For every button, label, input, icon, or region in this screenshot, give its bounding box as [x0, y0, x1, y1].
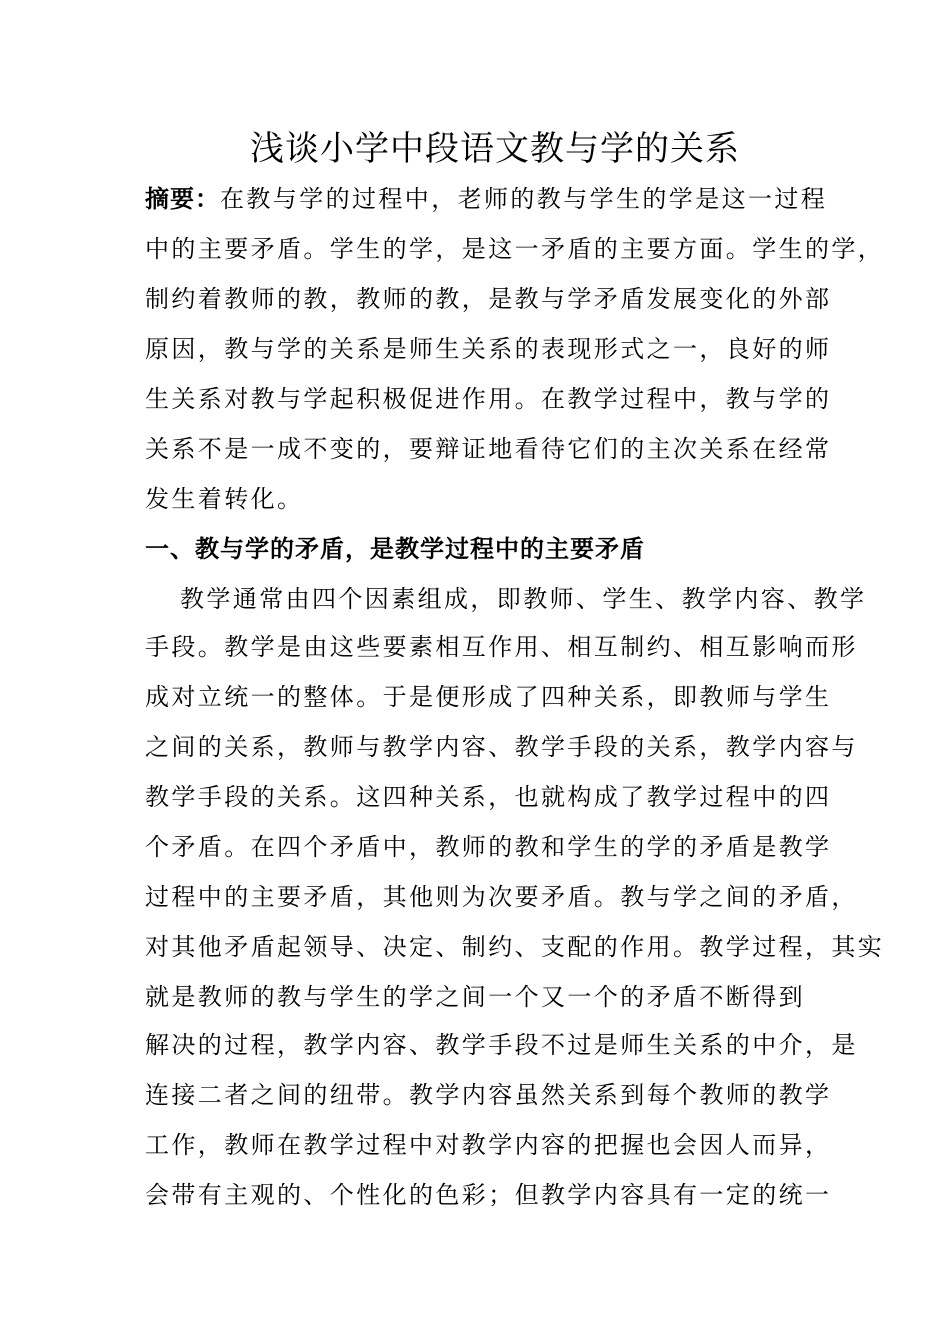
body-line-8: 对其他矛盾起领导、决定、制约、支配的作用。教学过程，其实 — [145, 933, 885, 961]
document-title: 浅谈小学中段语文教与学的关系 — [250, 129, 740, 169]
abstract-line-6: 关系不是一成不变的，要辩证地看待它们的主次关系在经常 — [145, 435, 832, 463]
body-line-11: 连接二者之间的纽带。教学内容虽然关系到每个教师的教学 — [145, 1081, 832, 1109]
abstract-line-2: 中的主要矛盾。学生的学，是这一矛盾的主要方面。学生的学， — [145, 235, 885, 263]
abstract-line-4: 原因，教与学的关系是师生关系的表现形式之一，良好的师 — [145, 335, 832, 363]
abstract-line-5: 生关系对教与学起积极促进作用。在教学过程中，教与学的 — [145, 385, 832, 413]
abstract-label: 摘要： — [145, 185, 220, 213]
abstract-text: 在教与学的过程中，老师的教与学生的学是这一过程 — [220, 185, 828, 213]
body-line-6: 个矛盾。在四个矛盾中，教师的教和学生的学的矛盾是教学 — [145, 833, 832, 861]
body-line-2: 手段。教学是由这些要素相互作用、相互制约、相互影响而形 — [145, 633, 858, 661]
body-line-1: 教学通常由四个因素组成，即教师、学生、教学内容、教学 — [180, 585, 867, 613]
body-line-3: 成对立统一的整体。于是便形成了四种关系，即教师与学生 — [145, 683, 832, 711]
section-heading: 一、教与学的矛盾，是教学过程中的主要矛盾 — [145, 535, 645, 563]
body-line-9: 就是教师的教与学生的学之间一个又一个的矛盾不断得到 — [145, 983, 805, 1011]
abstract-line-1 — [145, 174, 828, 224]
body-line-10: 解决的过程，教学内容、教学手段不过是师生关系的中介，是 — [145, 1031, 858, 1059]
body-line-13: 会带有主观的、个性化的色彩；但教学内容具有一定的统一 — [145, 1181, 832, 1209]
body-line-5: 教学手段的关系。这四种关系，也就构成了教学过程中的四 — [145, 783, 832, 811]
abstract-line-7: 发生着转化。 — [145, 485, 304, 513]
abstract-line-3: 制约着教师的教，教师的教，是教与学矛盾发展变化的外部 — [145, 285, 832, 313]
body-line-12: 工作，教师在教学过程中对教学内容的把握也会因人而异， — [145, 1131, 832, 1159]
body-line-7: 过程中的主要矛盾，其他则为次要矛盾。教与学之间的矛盾， — [145, 883, 858, 911]
body-line-4: 之间的关系，教师与教学内容、教学手段的关系，教学内容与 — [145, 733, 858, 761]
